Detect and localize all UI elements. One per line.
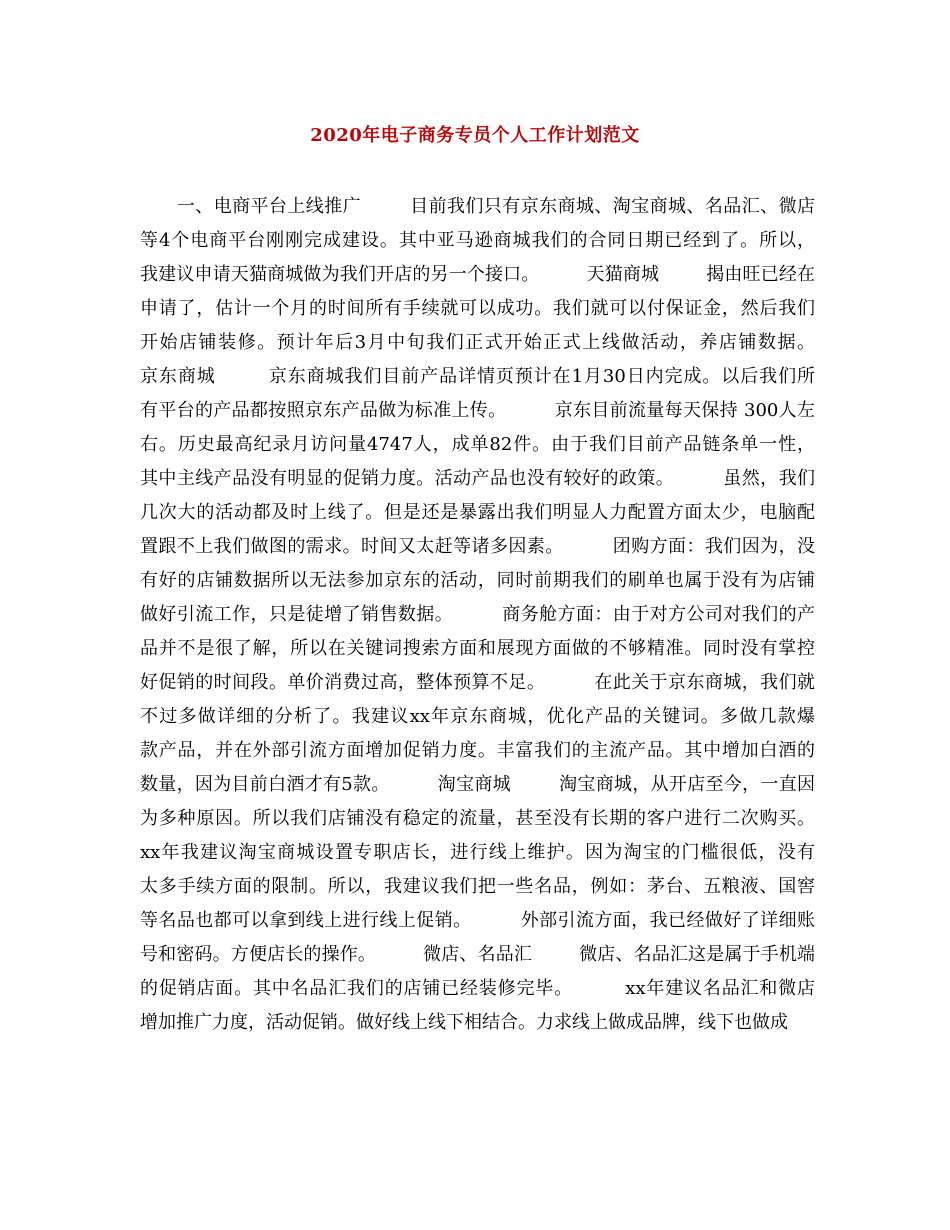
document-body [140, 190, 815, 1040]
body-line: 一、电商平台上线推广 目前我们只有京东商城、淘宝商城、名品汇、微店 [140, 196, 815, 217]
body-line: 不过多做详细的分析了。我建议xx年京东商城，优化产品的关键词。多做几款爆 [140, 706, 815, 727]
body-line: 数量，因为目前白酒才有5款。 淘宝商城 淘宝商城，从开店至今，一直因 [140, 774, 815, 795]
body-line: 有好的店铺数据所以无法参加京东的活动，同时前期我们的刷单也属于没有为店铺 [140, 570, 815, 591]
body-line: 等4个电商平台刚刚完成建设。其中亚马逊商城我们的合同日期已经到了。所以， [140, 230, 815, 251]
body-line: 有平台的产品都按照京东产品做为标准上传。 京东目前流量每天保持 300人左 [140, 400, 815, 421]
body-line: 右。历史最高纪录月访问量4747人，成单82件。由于我们目前产品链条单一性， [140, 434, 815, 455]
document-title: 2020年电子商务专员个人工作计划范文 [310, 125, 640, 146]
body-line: 京东商城 京东商城我们目前产品详情页预计在1月30日内完成。以后我们所 [140, 366, 815, 387]
body-line: 品并不是很了解，所以在关键词搜索方面和展现方面做的不够精准。同时没有掌控 [140, 638, 815, 659]
body-line: 为多种原因。所以我们店铺没有稳定的流量，甚至没有长期的客户进行二次购买。 [140, 808, 815, 829]
body-line: 置跟不上我们做图的需求。时间又太赶等诸多因素。 团购方面：我们因为，没 [140, 536, 815, 557]
body-line: 做好引流工作，只是徒增了销售数据。 商务舱方面：由于对方公司对我们的产 [140, 604, 815, 625]
body-line: 好促销的时间段。单价消费过高，整体预算不足。 在此关于京东商城，我们就 [140, 672, 815, 693]
body-line: 款产品，并在外部引流方面增加促销力度。丰富我们的主流产品。其中增加白酒的 [140, 740, 815, 761]
body-line: 的促销店面。其中名品汇我们的店铺已经装修完毕。 xx年建议名品汇和微店 [140, 978, 815, 999]
body-line: xx年我建议淘宝商城设置专职店长，进行线上维护。因为淘宝的门槛很低，没有 [140, 842, 815, 863]
body-line: 申请了，估计一个月的时间所有手续就可以成功。我们就可以付保证金，然后我们 [140, 298, 815, 319]
body-line: 几次大的活动都及时上线了。但是还是暴露出我们明显人力配置方面太少，电脑配 [140, 502, 815, 523]
body-line: 号和密码。方便店长的操作。 微店、名品汇 微店、名品汇这是属于手机端 [140, 944, 815, 965]
body-line: 我建议申请天猫商城做为我们开店的另一个接口。 天猫商城 揭由旺已经在 [140, 264, 815, 285]
body-line: 等名品也都可以拿到线上进行线上促销。 外部引流方面，我已经做好了详细账 [140, 910, 815, 931]
body-line: 增加推广力度，活动促销。做好线上线下相结合。力求线上做成品牌，线下也做成 [140, 1012, 788, 1033]
body-line: 开始店铺装修。预计年后3月中旬我们正式开始正式上线做活动，养店铺数据。 [140, 332, 815, 353]
body-line: 其中主线产品没有明显的促销力度。活动产品也没有较好的政策。 虽然，我们 [140, 468, 815, 489]
body-line: 太多手续方面的限制。所以，我建议我们把一些名品，例如：茅台、五粮液、国窖 [140, 876, 815, 897]
